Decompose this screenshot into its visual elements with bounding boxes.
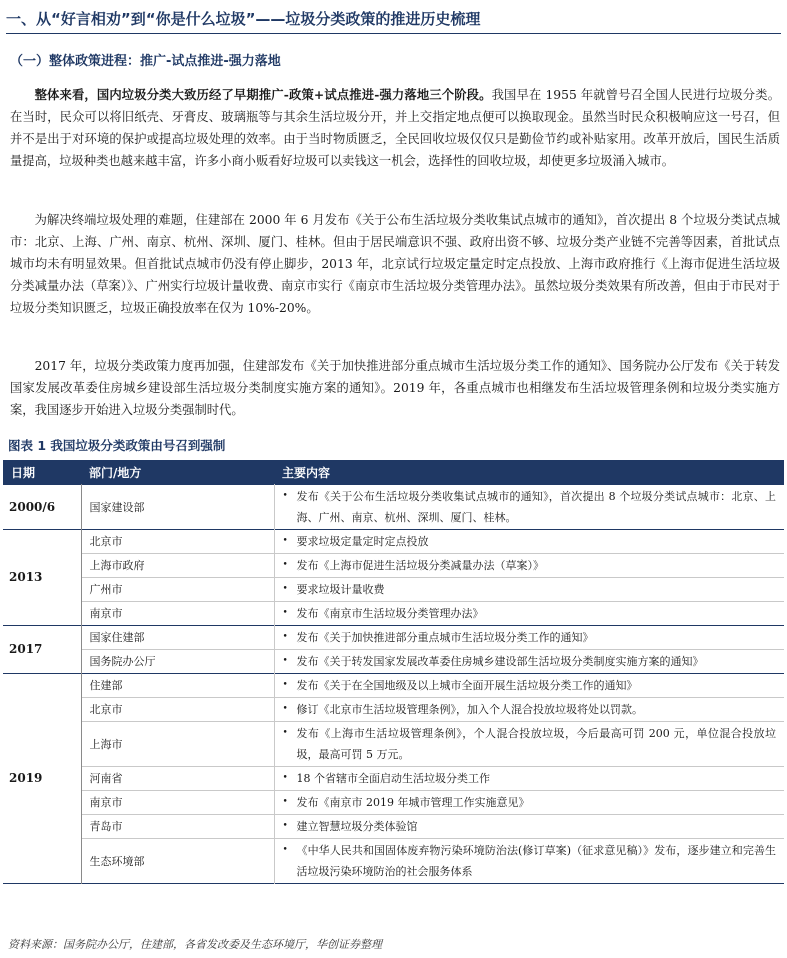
row-content: 发布《上海市促进生活垃圾分类减量办法（草案）》 (296, 559, 544, 572)
bullet-item (283, 768, 777, 789)
bullet-dot-icon: • (282, 536, 288, 546)
bullet-dot-icon: • (282, 656, 288, 666)
bullet-dot-icon: • (282, 845, 288, 855)
bullet-dot-icon: • (282, 704, 288, 714)
row-content: 发布《关于加快推进部分重点城市生活垃圾分类工作的通知》 (296, 631, 594, 644)
row-dept: 上海市政府 (81, 554, 274, 578)
row-content-cell (274, 722, 784, 767)
row-content: 要求垃圾计量收费 (296, 583, 385, 596)
table-row (3, 650, 784, 674)
bullet-item (283, 792, 777, 813)
row-content-cell (274, 602, 784, 626)
row-content-cell (274, 698, 784, 722)
table-row (3, 626, 784, 650)
bullet-item (283, 723, 777, 765)
row-dept: 国家住建部 (81, 626, 274, 650)
row-dept: 上海市 (81, 722, 274, 767)
table-row (3, 791, 784, 815)
row-content-cell (274, 578, 784, 602)
bullet-dot-icon: • (282, 821, 288, 831)
table-row (3, 602, 784, 626)
row-content: 发布《关于公布生活垃圾分类收集试点城市的通知》，首次提出 8 个垃圾分类试点城市：北京、上海、广州、南京、杭州、深圳、厦门、桂林。 (296, 490, 776, 524)
row-content-cell (274, 650, 784, 674)
row-dept: 河南省 (81, 767, 274, 791)
source-note: 资料来源：国务院办公厅，住建部，各省发改委及生态环境厅，华创证券整理 (8, 938, 382, 951)
row-dept: 住建部 (81, 674, 274, 698)
bullet-item (283, 627, 777, 648)
row-date: 2000/6 (3, 485, 81, 530)
table-row (3, 839, 784, 884)
bullet-item (283, 486, 777, 528)
row-content: 发布《关于在全国地级及以上城市全面开展生活垃圾分类工作的通知》 (296, 679, 638, 692)
bullet-item (283, 555, 777, 576)
row-content: 发布《上海市生活垃圾管理条例》，个人混合投放垃圾，今后最高可罚 200 元，单位混合投放垃圾，最高可罚 5 万元。 (296, 727, 776, 761)
subsection-title: （一）整体政策进程：推广-试点推进-强力落地 (10, 54, 281, 69)
bullet-dot-icon: • (282, 584, 288, 594)
row-content: 《中华人民共和国固体废弃物污染环境防治法(修订草案)（征求意见稿）》发布，逐步建立和完善生活垃圾污染环境防治的社会服务体系 (296, 844, 776, 878)
bullet-dot-icon: • (282, 632, 288, 642)
row-dept: 北京市 (81, 698, 274, 722)
bullet-dot-icon: • (282, 773, 288, 783)
table-header-row (3, 460, 784, 485)
table-caption: 图表 1 我国垃圾分类政策由号召到强制 (8, 438, 226, 453)
row-dept: 广州市 (81, 578, 274, 602)
row-date: 2019 (3, 674, 81, 884)
table-row (3, 767, 784, 791)
row-content-cell (274, 791, 784, 815)
row-dept: 生态环境部 (81, 839, 274, 884)
bullet-item (283, 675, 777, 696)
row-content-cell (274, 626, 784, 650)
bullet-item (283, 651, 777, 672)
policy-table-wrapper (3, 460, 784, 884)
bullet-item (283, 531, 777, 552)
row-content: 要求垃圾定量定时定点投放 (296, 535, 429, 548)
row-dept: 南京市 (81, 602, 274, 626)
bullet-item (283, 840, 777, 882)
bullet-dot-icon: • (282, 491, 288, 501)
bullet-item (283, 699, 777, 720)
table-body (3, 485, 784, 884)
row-dept: 国家建设部 (81, 485, 274, 530)
table-row (3, 722, 784, 767)
row-content: 修订《北京市生活垃圾管理条例》，加入个人混合投放垃圾将处以罚款。 (296, 703, 643, 716)
table-row (3, 815, 784, 839)
row-dept: 南京市 (81, 791, 274, 815)
row-content: 18 个省辖市全面启动生活垃圾分类工作 (296, 772, 490, 785)
section-title-rule (6, 33, 781, 34)
paragraph-2017-2019: 2017 年，垃圾分类政策力度再加强，住建部发布《关于加快推进部分重点城市生活垃圾分类工作的通知》、国务院办公厅发布《关于转发国家发展改革委住房城乡建设部生活垃圾分类制度实施方案的通知》。2019 年，各重点城市也相继发布生活垃圾管理条例和垃圾分类实施方案，我国逐步开始进入垃圾分类强制时代。 (10, 359, 780, 417)
section-title: 一、从“好言相劝”到“你是什么垃圾”——垃圾分类政策的推进历史梳理 (6, 10, 481, 28)
table-row (3, 485, 784, 530)
row-content: 发布《南京市 2019 年城市管理工作实施意见》 (296, 796, 530, 809)
row-dept: 北京市 (81, 530, 274, 554)
paragraph-lead: 整体来看，国内垃圾分类大致历经了早期推广-政策+试点推进-强力落地三个阶段。 (34, 87, 492, 102)
bullet-dot-icon: • (282, 680, 288, 690)
row-dept: 青岛市 (81, 815, 274, 839)
header-date: 日期 (3, 460, 81, 485)
table-row (3, 578, 784, 602)
policy-table (3, 460, 784, 884)
row-date: 2017 (3, 626, 81, 674)
row-content-cell (274, 485, 784, 530)
row-date: 2013 (3, 530, 81, 626)
bullet-dot-icon: • (282, 608, 288, 618)
header-dept: 部门/地方 (81, 460, 274, 485)
row-dept: 国务院办公厅 (81, 650, 274, 674)
row-content: 发布《关于转发国家发展改革委住房城乡建设部生活垃圾分类制度实施方案的通知》 (296, 655, 704, 668)
row-content-cell (274, 530, 784, 554)
row-content-cell (274, 674, 784, 698)
row-content-cell (274, 767, 784, 791)
row-content-cell (274, 815, 784, 839)
row-content-cell (274, 839, 784, 884)
paragraph-overview (10, 84, 780, 172)
table-row (3, 674, 784, 698)
bullet-dot-icon: • (282, 728, 288, 738)
bullet-dot-icon: • (282, 797, 288, 807)
table-row (3, 554, 784, 578)
header-content: 主要内容 (274, 460, 784, 485)
bullet-item (283, 603, 777, 624)
bullet-dot-icon: • (282, 560, 288, 570)
row-content: 发布《南京市生活垃圾分类管理办法》 (296, 607, 484, 620)
bullet-item (283, 816, 777, 837)
table-row (3, 530, 784, 554)
paragraph-overview-body: 我国早在 1955 年就曾号召全国人民进行垃圾分类。在当时，民众可以将旧纸壳、牙膏皮、玻璃瓶等与其余生活垃圾分开，并上交指定地点便可以换取现金。虽然当时民众积极响应这一号召，但并不是出于对环境的保护或提高垃圾处理的效率。由于当时物质匮乏，全民回收垃圾仅仅只是勤俭节约或补贴家用。改革开放后，国民生活质量提高，垃圾种类也越来越丰富，许多小商小贩看好垃圾可以卖钱这一机会，选择性的回收垃圾，却使更多垃圾涌入城市。 (10, 88, 780, 168)
paragraph-pilot-cities: 为解决终端垃圾处理的难题，住建部在 2000 年 6 月发布《关于公布生活垃圾分类收集试点城市的通知》，首次提出 8 个垃圾分类试点城市：北京、上海、广州、南京、杭州、深圳、厦门、桂林。但由于居民端意识不强、政府出资不够、垃圾分类产业链不完善等因素，首批试点城市均未有明显效果。但首批试点城市仍没有停止脚步，2013 年，北京试行垃圾定量定时定点投放、上海市政府推行《上海市促进生活垃圾分类减量办法（草案）》、广州实行垃圾计量收费、南京市实行《南京市生活垃圾分类管理办法》。虽然垃圾分类效果有所改善，但由于市民对于垃圾分类知识匮乏，垃圾正确投放率在仅为 10%-20%。 (10, 213, 780, 315)
table-row (3, 698, 784, 722)
row-content-cell (274, 554, 784, 578)
bullet-item (283, 579, 777, 600)
row-content: 建立智慧垃圾分类体验馆 (296, 820, 418, 833)
